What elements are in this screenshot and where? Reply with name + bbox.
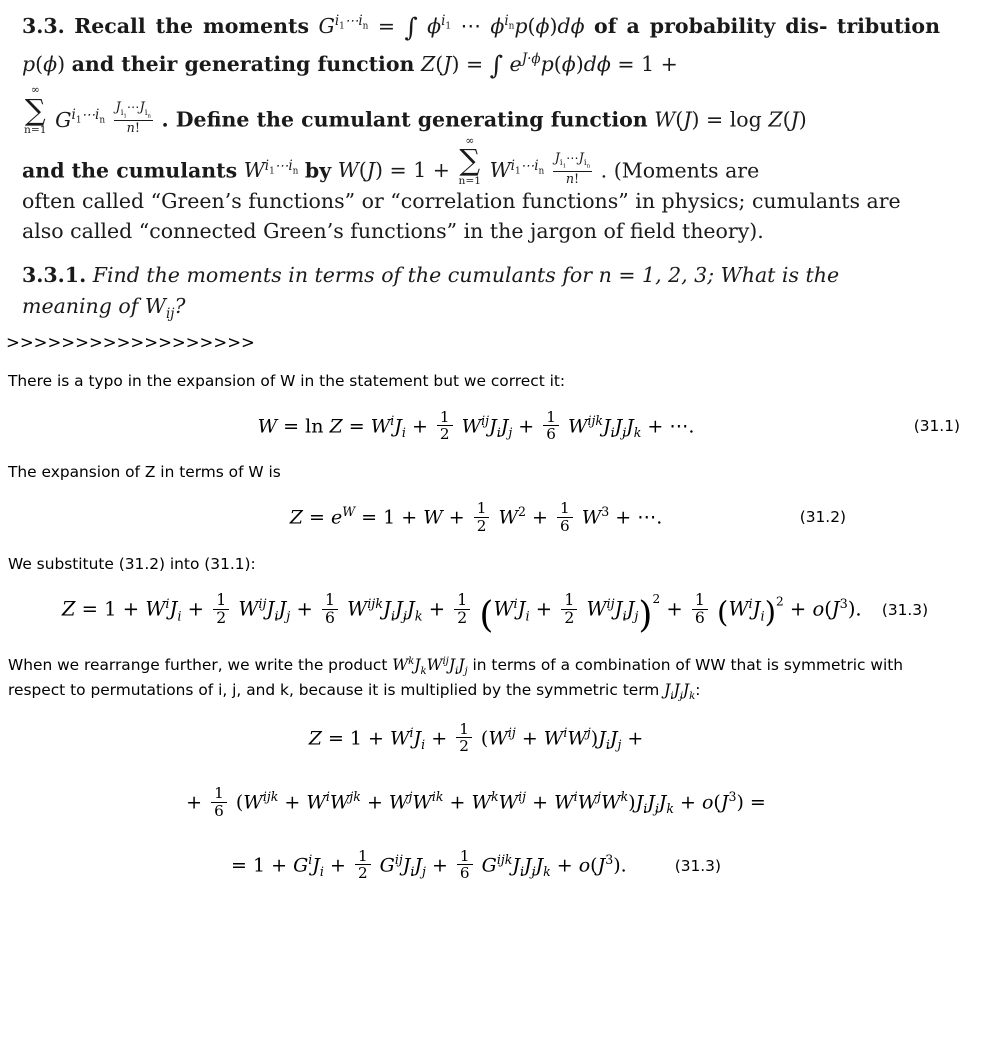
equation-31-3: $Z = 1 + W^iJ_i$ + $\frac{1}{2}$ $W^{ij}J_iJ_j$ + $\frac{1}{6}$ $W^{ijk}J_iJ_jJ_k$ + $\frac{1}{2}$ ($W^iJ_i$ + $\frac{1}{2}$ $W^{ij}J_iJ_j)^2$ + $\frac{1}{6}$ $(W^iJ_i)^2 + o(J^3)$. (31.3) [61,590,929,636]
equation-31-3-row [0,592,996,636]
statement-define-text: . Define the cumulant generating function [161,107,648,132]
equation-31-2: $Z = e^W = 1 + W$ + $\frac{1}{2}$ $W^2$ + $\frac{1}{6}$ $W^3$ + ⋯. [289,499,663,535]
subproblem-text-2: What is the [720,263,840,288]
statement-oftencalled-text: often called “Green’s functions” or “correlation functions” in physics; cumulants are [22,189,901,214]
Wij-symbol: $W_{ij}$ [144,293,175,322]
equation-31-3b-line1-row [0,721,996,755]
subproblem-statement: 3.3.1. Find the moments in terms of the cumulants for n = 1, 2, 3; What is the meaning of $W_{ij}$? [22,263,840,322]
moment-series-formula: ∞ ∑ n=1 $G^{i_1\cdots i_n}$ $\frac{J_{i_1}\cdots J_{i_n}}{n!}$ [24,83,151,137]
typo-note-paragraph: There is a typo in the expansion of W in the statement but we correct it: [8,371,566,390]
cumulant-symbol: $W^{i_1\cdots i_n}$ [243,157,299,183]
equation-31-2-row [0,500,996,534]
equation-tag-31-2: (31.2) [799,508,846,527]
expansion-z-paragraph: The expansion of Z in terms of W is [8,463,281,482]
subproblem-number: 3.3.1. [22,263,87,288]
equation-31-3c: = $1 + G^iJ_i$ + $\frac{1}{2}$ $G^{ij}J_iJ_j$ + $\frac{1}{6}$ $G^{ijk}J_iJ_jJ_k + o(J^3)$. (31.3) [231,846,721,883]
rearrange-paragraph: When we rearrange further, we write the product $W^kJ_kW^{ij}J_iJ_j$ in terms of a combination of WW that is symmetric with respect to permutations of i, j, and k, because it is multiplied by the symmetric term $J_iJ_jJ_k$: [8,655,904,703]
rearrange-text-4: term [622,681,660,700]
equation-tag-31-3b: (31.3) [674,857,721,875]
subproblem-text-1: Find the moments in terms of the cumulants for [92,263,593,288]
W-of-J-definition: W(J) = log Z(J) [654,107,807,132]
substitute-paragraph: We substitute (31.2) into (31.1): [8,554,256,573]
moments-formula: $G^{i_1\cdots i_n}$ = ∫ $\phi^{i_1}$ ⋯ $\phi^{i_n}p(\phi)d\phi$ [318,13,585,43]
statement-tribution-text: tribution [836,13,940,38]
equation-tag-31-1: (31.1) [913,416,960,435]
equation-31-3b-line2: + $\frac{1}{6}$ $(W^{ijk} + W^iW^{jk} + W^jW^{ik} + W^kW^{ij} + W^iW^jW^k)J_iJ_jJ_k + o(J^3)$ = [186,784,766,820]
equation-31-1: $W = \ln Z = W^iJ_i$ + $\frac{1}{2}$ $W^{ij}J_iJ_j$ + $\frac{1}{6}$ $W^{ijk}J_iJ_jJ_k$ + ⋯. [257,407,695,444]
statement-momentsare-text: . (Moments are [600,158,760,183]
n-equals-symbol: n = [598,263,636,288]
equation-31-1-row [0,409,996,443]
rearrange-text-1: When we rearrange further, we write the product [8,656,388,675]
problem-statement [0,0,996,246]
rearrange-text-2: in terms of a combination of WW that is [472,656,779,675]
generating-function-formula: Z(J) = ∫ $e^{J\cdot\phi}p(\phi)d\phi = 1$ + [420,50,678,81]
equation-tag-31-3: (31.3) [881,601,929,620]
rearrange-text-3: symmetric with respect to permutations of i, j, and k, because it is multiplied by the symmetric [8,656,904,700]
equation-31-3b-line1: $Z = 1 + W^iJ_i$ + $\frac{1}{2}$ $(W^{ij} + W^iW^j)J_iJ_j$ + [308,719,644,756]
chevron-separator: >>>>>>>>>>>>>>>>>> [6,332,255,352]
product-WJWJJ-symbol: $W^kJ_kW^{ij}J_iJ_j$ [392,655,468,678]
statement-andthecumulants-text: and the cumulants [22,158,238,183]
subproblem-values: 1, 2, 3; [642,263,715,288]
equation-31-3b-line2-row [0,785,996,819]
statement-by-text: by [304,158,332,183]
cumulant-series-formula: W(J) = 1 + ∞ ∑ n=1 $W^{i_1\cdots i_n}$ $\frac{J_{i_1}\cdots J_{i_n}}{n!}$ [337,133,591,187]
equation-31-3c-row [0,848,996,882]
statement-alsocalled-text: also called “connected Green’s functions” in the jargon of field theory). [22,219,764,244]
subproblem-text-3: meaning of [22,293,139,318]
problem-number: 3.3. [22,13,65,38]
statement-recall-text: Recall the moments [74,13,310,38]
JiJjJk-symbol: $J_iJ_jJ_k$ [664,681,696,703]
statement-ofaprob-text: of a probability dis- [594,13,828,38]
statement-andtheirgf-text: and their generating function [71,51,415,76]
p-phi-symbol: p(ϕ) [22,51,66,76]
